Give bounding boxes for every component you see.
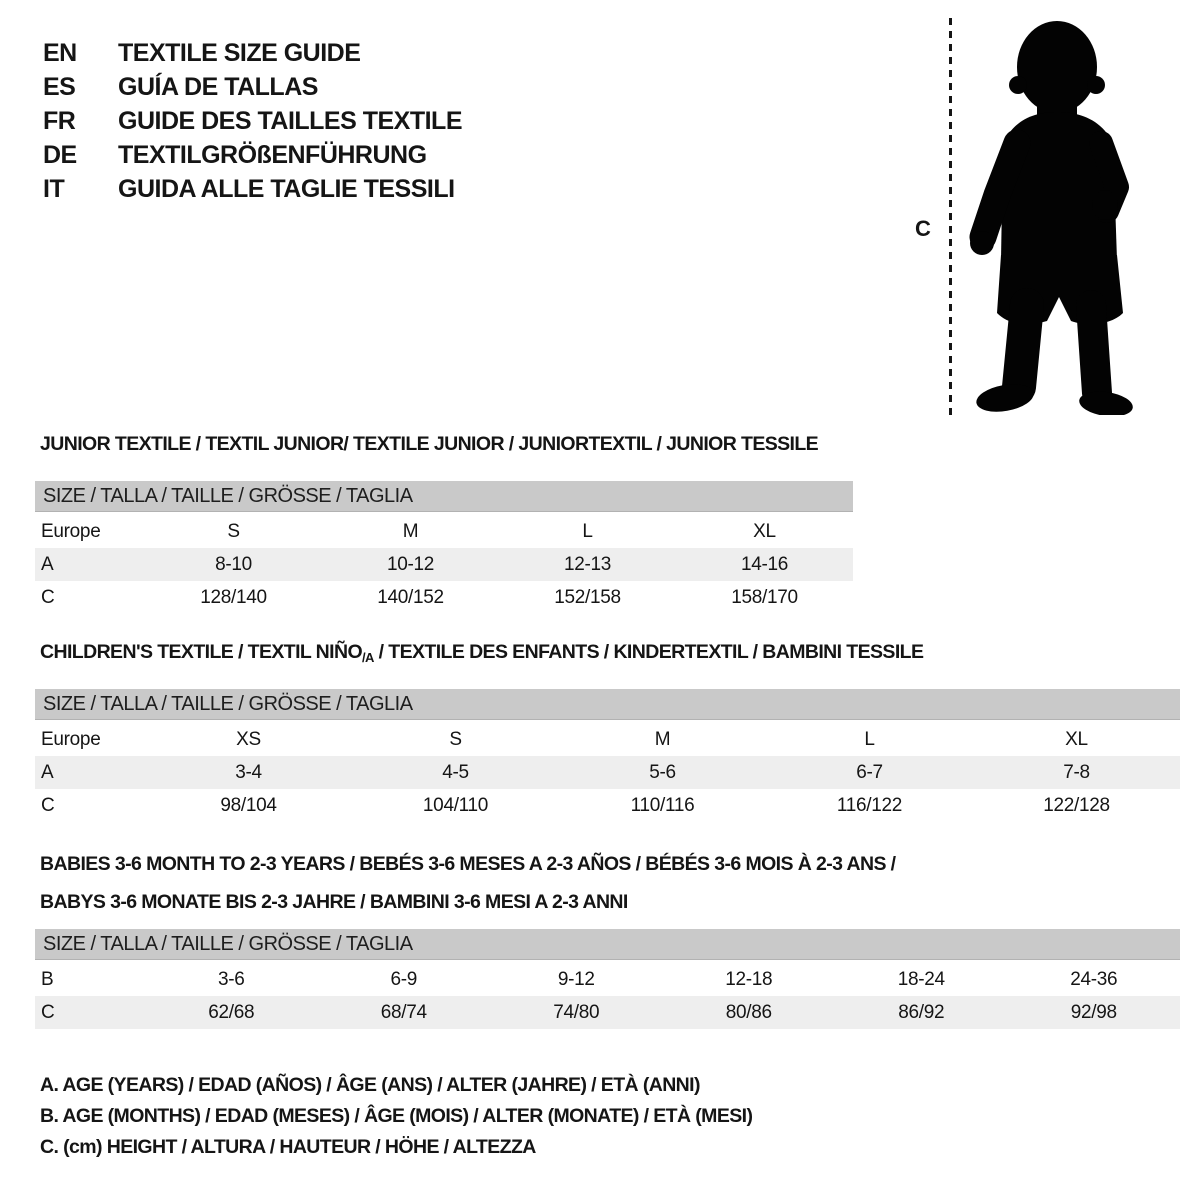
lang-code: ES [43, 72, 76, 101]
cell: L [582, 520, 593, 542]
lang-row-fr [43, 104, 462, 138]
cell: 104/110 [422, 794, 489, 816]
lang-code: IT [43, 174, 65, 203]
legend-line-a: A. AGE (YEARS) / EDAD (AÑOS) / ÂGE (ANS) / ALTER (JAHRE) / ETÀ (ANNI) [40, 1074, 700, 1096]
language-header [43, 36, 462, 206]
toddler-silhouette-icon [965, 15, 1135, 415]
cell: 24-36 [1070, 968, 1118, 990]
lang-label: TEXTILE SIZE GUIDE [118, 38, 361, 67]
cell: 68/74 [380, 1001, 427, 1023]
measurement-legend [40, 1070, 752, 1163]
row-label: A [41, 761, 54, 783]
table-row [35, 723, 1180, 756]
lang-label: TEXTILGRÖßENFÜHRUNG [118, 140, 427, 169]
lang-label: GUÍA DE TALLAS [118, 72, 318, 101]
lang-row-es [43, 70, 462, 104]
cell: 74/80 [553, 1001, 600, 1023]
children-heading-part1: CHILDREN'S TEXTILE / TEXTIL NIÑO [40, 641, 363, 663]
cell: 158/170 [731, 586, 798, 608]
row-label: C [41, 586, 55, 608]
cell: 98/104 [220, 794, 277, 816]
table-row [35, 581, 853, 614]
cell: L [864, 728, 875, 750]
cell: S [449, 728, 462, 750]
cell: 110/116 [630, 794, 695, 816]
babies-size-bar: SIZE / TALLA / TAILLE / GRÖSSE / TAGLIA [35, 929, 1180, 960]
cell: S [227, 520, 240, 542]
cell: 5-6 [649, 761, 676, 783]
cell: 62/68 [208, 1001, 255, 1023]
cell: XL [1065, 728, 1088, 750]
table-row [35, 515, 853, 548]
lang-label: GUIDE DES TAILLES TEXTILE [118, 106, 463, 135]
cell: 3-4 [235, 761, 262, 783]
cell: 86/92 [898, 1001, 945, 1023]
table-row [35, 963, 1180, 996]
babies-section-heading [40, 845, 895, 921]
cell: 80/86 [725, 1001, 772, 1023]
cell: 12-18 [725, 968, 773, 990]
junior-section-heading: JUNIOR TEXTILE / TEXTIL JUNIOR/ TEXTILE JUNIOR / JUNIORTEXTIL / JUNIOR TESSILE [40, 433, 819, 455]
cell: M [654, 728, 671, 750]
junior-size-table [35, 481, 853, 614]
row-label: A [41, 553, 54, 575]
table-row [35, 789, 1180, 822]
table-row [35, 996, 1180, 1029]
cell: 140/152 [377, 586, 444, 608]
cell: 9-12 [557, 968, 595, 990]
lang-code: DE [43, 140, 77, 169]
cell: 4-5 [442, 761, 469, 783]
lang-code: FR [43, 106, 76, 135]
babies-heading-line2: BABYS 3-6 MONATE BIS 2-3 JAHRE / BAMBINI 3-6 MESI A 2-3 ANNI [40, 891, 628, 913]
table-row [35, 548, 853, 581]
lang-label: GUIDA ALLE TAGLIE TESSILI [118, 174, 455, 203]
row-label: C [41, 1001, 55, 1023]
cell: 116/122 [836, 794, 903, 816]
height-measure-label: C [915, 216, 931, 241]
cell: 14-16 [740, 553, 789, 575]
children-size-bar: SIZE / TALLA / TAILLE / GRÖSSE / TAGLIA [35, 689, 1180, 720]
babies-heading-line1: BABIES 3-6 MONTH TO 2-3 YEARS / BEBÉS 3-6 MESES A 2-3 AÑOS / BÉBÉS 3-6 MOIS À 2-3 ANS / [40, 853, 896, 875]
cell: 10-12 [386, 553, 435, 575]
lang-row-it [43, 172, 462, 206]
cell: 152/158 [554, 586, 621, 608]
cell: 7-8 [1063, 761, 1090, 783]
children-heading-sub: /A [362, 650, 374, 665]
legend-line-b: B. AGE (MONTHS) / EDAD (MESES) / ÂGE (MOIS) / ALTER (MONATE) / ETÀ (MESI) [40, 1105, 753, 1127]
cell: 122/128 [1043, 794, 1110, 816]
row-label: C [41, 794, 55, 816]
cell: 12-13 [563, 553, 612, 575]
cell: 128/140 [200, 586, 267, 608]
babies-size-table [35, 929, 1180, 1029]
junior-size-bar: SIZE / TALLA / TAILLE / GRÖSSE / TAGLIA [35, 481, 853, 512]
row-label: Europe [41, 520, 101, 542]
height-measure-dashed-line [949, 18, 952, 416]
lang-row-en [43, 36, 462, 70]
cell: 92/98 [1070, 1001, 1117, 1023]
cell: XL [753, 520, 776, 542]
children-section-heading [40, 641, 923, 665]
table-row [35, 756, 1180, 789]
cell: M [402, 520, 419, 542]
cell: 6-7 [856, 761, 883, 783]
children-size-table [35, 689, 1180, 822]
legend-line-c: C. (cm) HEIGHT / ALTURA / HAUTEUR / HÖHE / ALTEZZA [40, 1136, 536, 1158]
cell: 3-6 [217, 968, 245, 990]
cell: 8-10 [215, 553, 252, 575]
lang-row-de [43, 138, 462, 172]
lang-code: EN [43, 38, 77, 67]
row-label: B [41, 968, 54, 990]
cell: 6-9 [390, 968, 418, 990]
cell: 18-24 [897, 968, 945, 990]
children-heading-part2: / TEXTILE DES ENFANTS / KINDERTEXTIL / BAMBINI TESSILE [373, 641, 924, 663]
cell: XS [236, 728, 261, 750]
row-label: Europe [41, 728, 101, 750]
